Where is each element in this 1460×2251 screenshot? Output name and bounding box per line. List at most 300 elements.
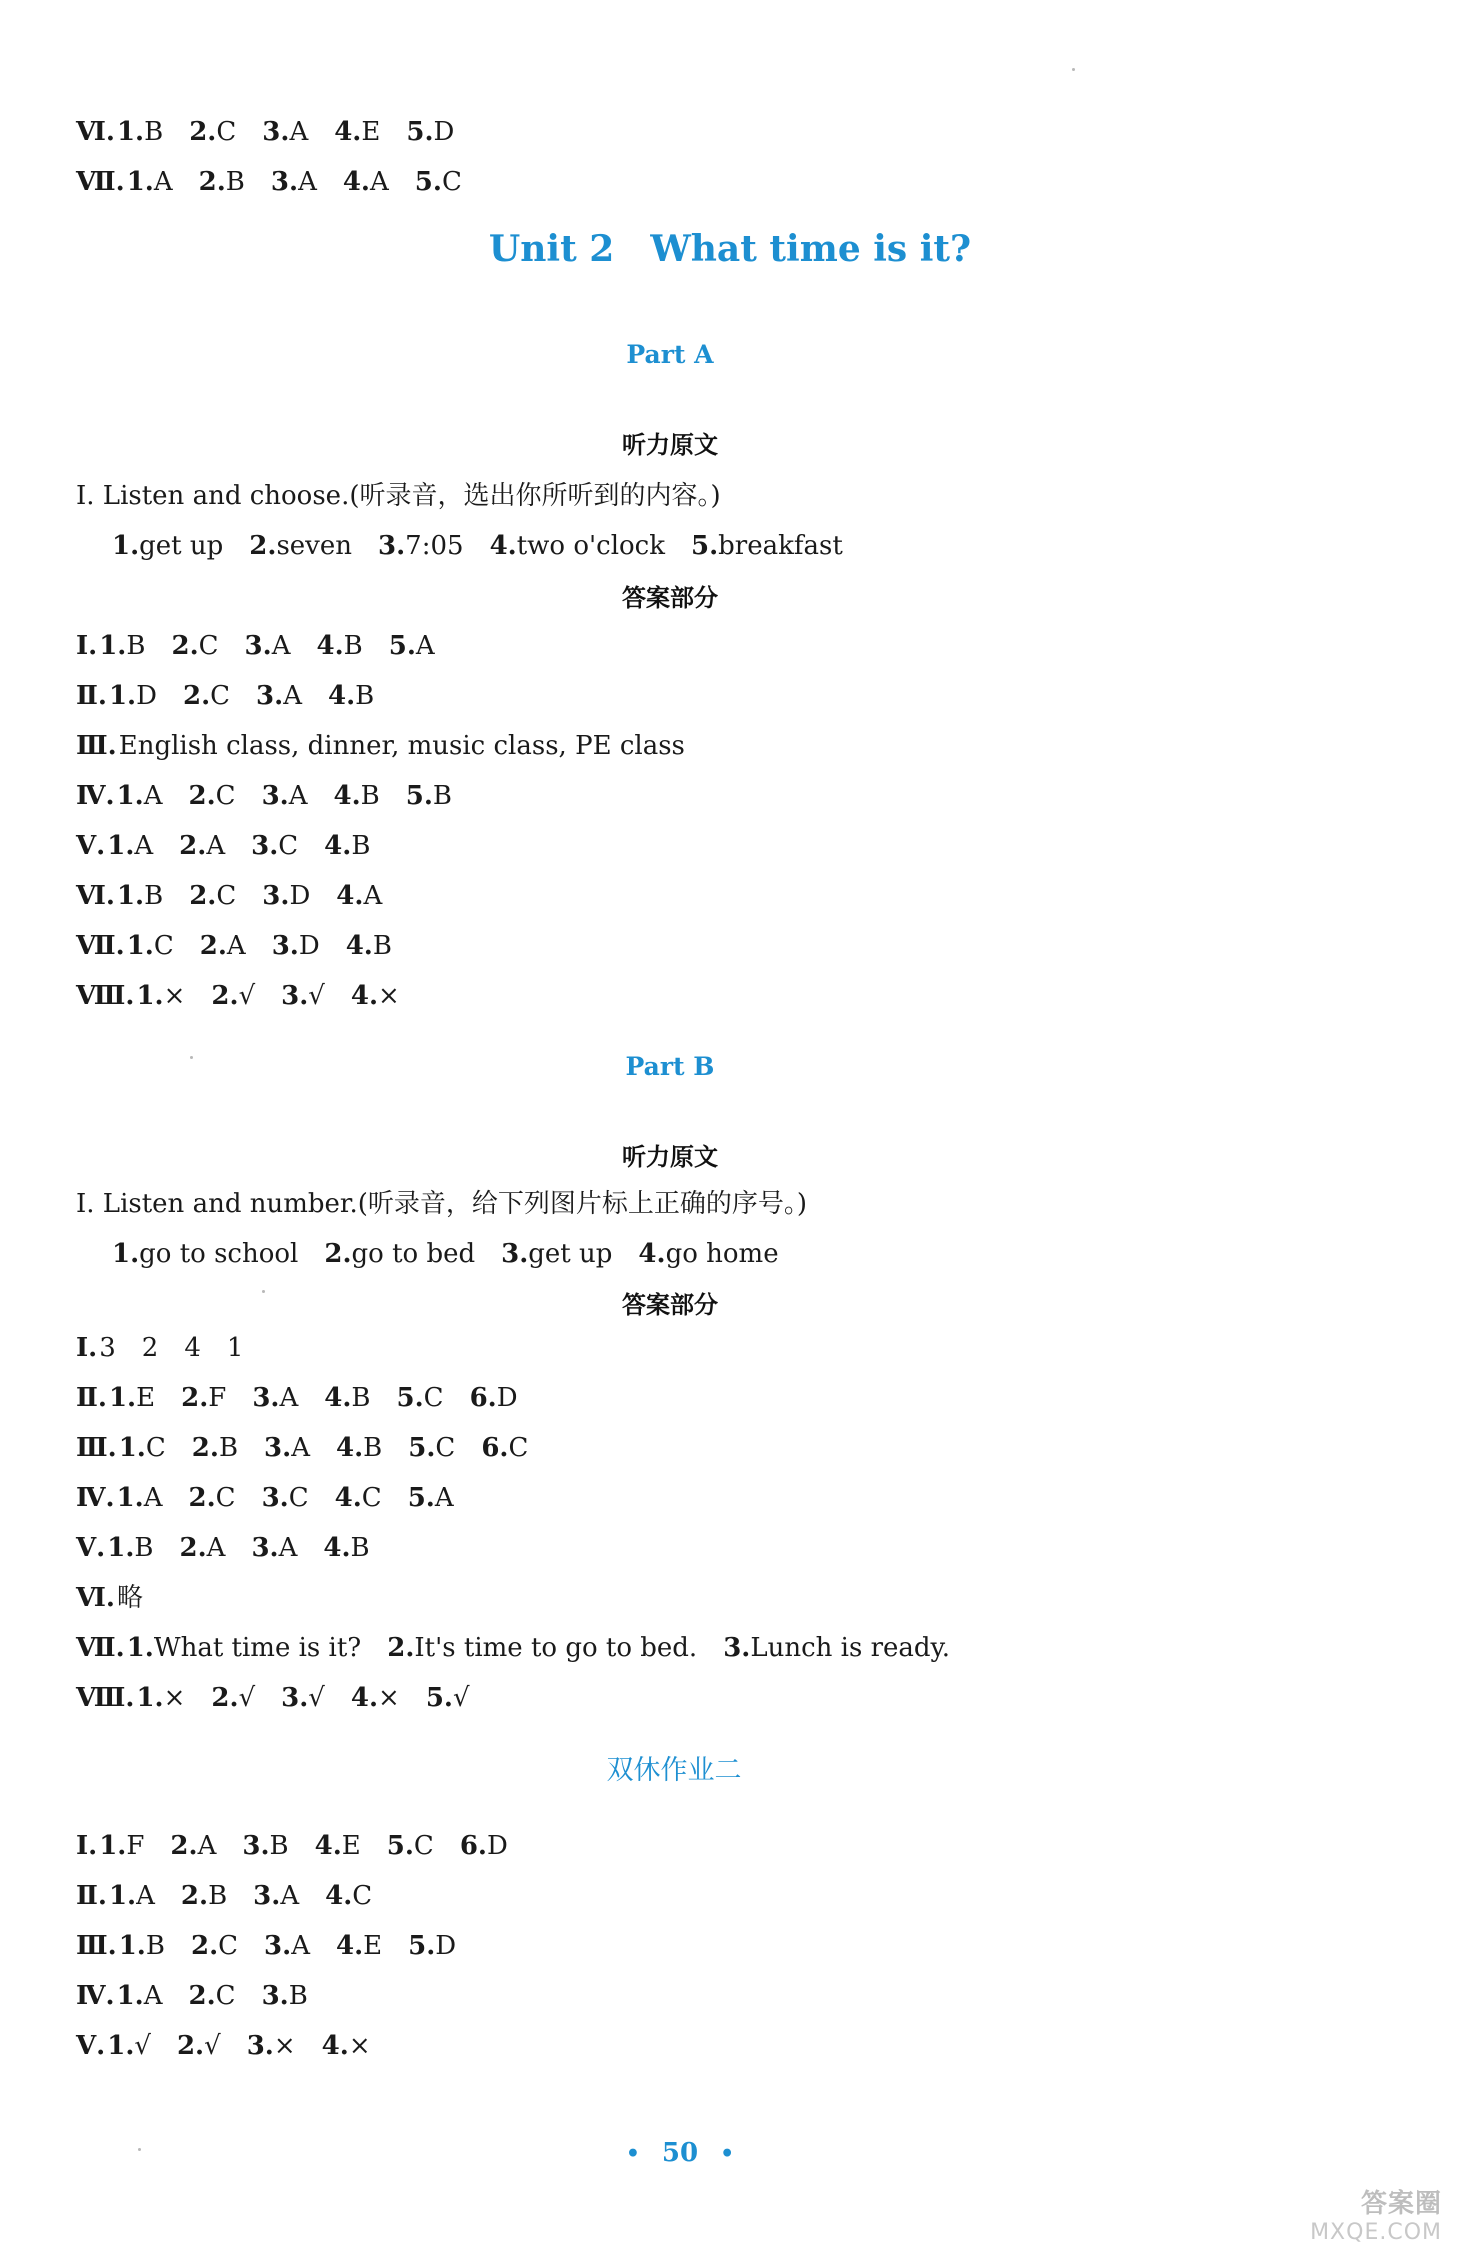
item-value: √ (204, 2031, 221, 2061)
answer-item (242, 1831, 288, 1861)
answer-item (200, 931, 246, 961)
item-value: A (288, 781, 308, 811)
item-value: C (215, 1981, 236, 2011)
answer-item (142, 1333, 159, 1363)
answer-item (408, 1433, 455, 1463)
answer-item (107, 1533, 153, 1563)
item-value: D (435, 1931, 457, 1961)
answer-item (211, 981, 255, 1011)
answer-item (408, 1931, 456, 1961)
scan-speck (1072, 68, 1075, 71)
item-value: A (136, 1881, 155, 1911)
item-value: B (218, 1433, 239, 1463)
item-number: 2. (180, 1881, 209, 1911)
item-value: B (350, 1533, 370, 1563)
item-value: B (126, 631, 146, 661)
item-value: B (355, 681, 375, 711)
item-value: E (363, 1931, 383, 1961)
answer-item (227, 1333, 244, 1363)
answer-item (316, 631, 362, 661)
item-number: 3. (271, 931, 299, 961)
item-number: 3. (262, 881, 290, 911)
answer-item (408, 1483, 454, 1513)
answer-item (325, 1881, 372, 1911)
answer-item (109, 681, 157, 711)
item-number: 3. (256, 681, 284, 711)
item-number: 4. (324, 1383, 352, 1413)
item-value: C (216, 117, 237, 147)
item-number: 2. (190, 1931, 219, 1961)
answer-row (76, 2028, 397, 2064)
item-value: × (163, 1683, 186, 1713)
answer-item (460, 1831, 508, 1861)
item-value: D (496, 1383, 518, 1413)
item-value: A (134, 831, 154, 861)
answer-item (245, 631, 291, 661)
item-value: A (206, 831, 226, 861)
answer-row (76, 928, 418, 964)
answer-item (119, 1931, 165, 1961)
answer-item (256, 681, 302, 711)
answer-item (189, 117, 236, 147)
item-value: 2 (141, 1333, 159, 1363)
part-b-answers-head: 答案部分 (622, 1291, 718, 1319)
page-dot-right: • (720, 2141, 735, 2167)
unit-title (0, 228, 1460, 270)
item-value: C (198, 631, 219, 661)
item-value: × (273, 2031, 296, 2061)
item-number: 2. (249, 531, 277, 561)
answer-item (170, 1831, 216, 1861)
item-value: C (215, 781, 236, 811)
item-number: 4. (327, 681, 356, 711)
answer-row (76, 1928, 482, 1964)
item-value: go to school (139, 1239, 299, 1269)
item-number: 2. (189, 881, 217, 911)
answer-item (281, 981, 325, 1011)
roman-numeral: Ⅴ. (76, 2031, 106, 2061)
answer-item (324, 831, 370, 861)
answer-item (415, 167, 462, 197)
item-number: 3. (261, 1483, 289, 1513)
roman-numeral: Ⅱ. (76, 1881, 107, 1911)
item-value: It's time to go to bed. (414, 1633, 698, 1663)
item-number: 2. (170, 1831, 198, 1861)
item-number: 3. (262, 117, 290, 147)
item-value: F (126, 1831, 145, 1861)
answer-item (351, 981, 400, 1011)
answer-item (334, 781, 380, 811)
item-number: 5. (405, 781, 433, 811)
answer-item (335, 1483, 382, 1513)
answer-row (76, 778, 478, 814)
roman-numeral: Ⅵ. (76, 117, 115, 147)
item-value: √ (238, 981, 256, 1011)
item-value: × (378, 1683, 400, 1713)
answer-item (181, 1881, 227, 1911)
item-number: 4. (638, 1239, 666, 1269)
answer-row (76, 628, 461, 664)
watermark (1310, 2183, 1442, 2245)
answer-item (117, 1583, 143, 1613)
part-b-listening-line: Ⅰ. Listen and number.(听录音，给下列图片标上正确的序号。) (76, 1189, 808, 1219)
answer-row (76, 828, 396, 864)
answer-item (315, 1831, 361, 1861)
item-number: 3. (270, 167, 299, 197)
item-value: B (372, 931, 392, 961)
roman-numeral: Ⅰ. (76, 631, 98, 661)
answer-item (211, 1683, 255, 1713)
answer-row (76, 1680, 496, 1716)
answer-item (177, 2031, 221, 2061)
item-number: 4. (334, 1483, 362, 1513)
answer-item (389, 631, 435, 661)
answer-item (322, 2031, 371, 2061)
answer-item (328, 681, 374, 711)
item-value: A (226, 931, 246, 961)
scan-speck (190, 1056, 193, 1059)
item-number: 5. (386, 1831, 414, 1861)
answer-item (99, 1333, 116, 1363)
answer-item (262, 1981, 308, 2011)
item-value: C (216, 881, 237, 911)
item-value: English class, dinner, music class, PE class (118, 731, 685, 761)
answer-item (272, 931, 320, 961)
item-number: 1. (118, 1433, 146, 1463)
item-number: 2. (179, 1533, 207, 1563)
part-b-title: Part B (625, 1052, 715, 1081)
item-number: 1. (99, 1831, 127, 1861)
answer-row (76, 1978, 334, 2014)
answer-item (426, 1683, 470, 1713)
item-number: 5. (408, 1931, 436, 1961)
answer-item (262, 117, 308, 147)
answer-item (107, 2031, 151, 2061)
item-number: 4. (336, 881, 364, 911)
item-value: B (432, 781, 453, 811)
answer-item (117, 881, 163, 911)
answer-item (127, 167, 173, 197)
item-number: 1. (108, 1881, 137, 1911)
roman-numeral: Ⅳ. (76, 781, 115, 811)
item-value: C (210, 681, 231, 711)
roman-numeral: Ⅲ. (76, 1931, 117, 1961)
item-value: C (288, 1483, 309, 1513)
answer-item (397, 1383, 444, 1413)
answer-item (723, 1633, 950, 1663)
roman-numeral: Ⅲ. (76, 1433, 117, 1463)
item-value: A (271, 631, 291, 661)
item-value: D (486, 1831, 508, 1861)
item-number: 2. (191, 1433, 219, 1463)
item-number: 2. (188, 1483, 216, 1513)
answer-row (76, 164, 488, 200)
part-b-listening-head: 听力原文 (622, 1143, 718, 1171)
item-number: 4. (333, 781, 361, 811)
item-number: 3. (378, 531, 406, 561)
item-number: 3. (281, 981, 309, 1011)
answer-item (262, 881, 310, 911)
item-value: C (361, 1483, 382, 1513)
item-value: √ (134, 2031, 151, 2061)
answer-item (271, 167, 317, 197)
item-number: 2. (179, 831, 207, 861)
roman-numeral: Ⅲ. (76, 731, 117, 761)
item-value: C (435, 1433, 456, 1463)
item-value: A (279, 1383, 299, 1413)
answer-item (109, 1881, 155, 1911)
item-value: C (413, 1831, 434, 1861)
item-number: 1. (116, 881, 145, 911)
item-value: √ (308, 981, 325, 1011)
item-value: C (215, 1483, 236, 1513)
part-b-listening-items (112, 1236, 805, 1272)
item-number: 1. (108, 1383, 137, 1413)
item-number: 2. (188, 781, 216, 811)
roman-numeral: Ⅵ. (76, 1583, 115, 1613)
item-value: A (143, 1483, 163, 1513)
item-value: × (378, 981, 400, 1011)
item-number: 1. (99, 631, 127, 661)
item-value: go home (665, 1239, 779, 1269)
answer-item (490, 531, 665, 561)
answer-item (136, 1683, 185, 1713)
item-value: A (291, 1931, 310, 1961)
item-number: 5. (414, 167, 442, 197)
item-number: 2. (189, 117, 217, 147)
item-number: 3. (251, 1533, 279, 1563)
roman-numeral: Ⅰ. (76, 1831, 98, 1861)
item-value: B (288, 1981, 308, 2011)
roman-numeral: Ⅷ. (76, 1683, 135, 1713)
part-a-title: Part A (626, 340, 714, 369)
roman-numeral: Ⅷ. (76, 981, 135, 1011)
item-value: A (370, 167, 389, 197)
answer-item (180, 1533, 226, 1563)
item-value: A (298, 167, 317, 197)
answer-item (99, 1831, 144, 1861)
item-value: D (289, 881, 311, 911)
item-number: 1. (116, 1483, 144, 1513)
item-value: A (415, 631, 435, 661)
answer-item (99, 631, 145, 661)
item-value: B (351, 831, 371, 861)
item-value: E (341, 1831, 361, 1861)
answer-item (406, 117, 454, 147)
item-value: C (218, 1931, 239, 1961)
item-value: A (283, 681, 302, 711)
item-value: A (363, 881, 383, 911)
page-number (0, 2138, 1360, 2168)
part-a-listening-head: 听力原文 (622, 431, 718, 459)
item-number: 3. (246, 2031, 274, 2061)
item-number: 1. (126, 931, 154, 961)
item-number: 1. (108, 681, 137, 711)
item-number: 4. (325, 1881, 353, 1911)
item-number: 3. (281, 1683, 309, 1713)
item-value: seven (276, 531, 353, 561)
item-value: B (343, 631, 363, 661)
answer-item (117, 781, 163, 811)
item-number: 1. (112, 531, 140, 561)
item-value: 7:05 (405, 531, 464, 561)
scan-speck (262, 1290, 265, 1293)
roman-numeral: Ⅵ. (76, 881, 115, 911)
item-number: 4. (324, 831, 352, 861)
roman-numeral: Ⅰ. (76, 1333, 98, 1363)
item-value: B (134, 1533, 154, 1563)
item-value: E (136, 1383, 156, 1413)
answer-row (76, 1580, 169, 1616)
answer-item (336, 1433, 382, 1463)
item-number: 2. (176, 2031, 205, 2061)
answer-item (387, 1831, 434, 1861)
item-value: get up (139, 531, 224, 561)
item-value: B (360, 781, 380, 811)
answer-item (336, 881, 382, 911)
answer-item (406, 781, 452, 811)
item-value: 3 (99, 1333, 116, 1363)
item-number: 3. (723, 1633, 751, 1663)
answer-item (189, 881, 236, 911)
answer-row (76, 1430, 554, 1466)
roman-numeral: Ⅱ. (76, 681, 107, 711)
item-number: 4. (489, 531, 517, 561)
item-number: 2. (387, 1633, 415, 1663)
answer-item (117, 1981, 163, 2011)
answer-item (334, 117, 380, 147)
answer-item (179, 831, 225, 861)
item-value: √ (238, 1683, 256, 1713)
roman-numeral: Ⅱ. (76, 1383, 107, 1413)
answer-item (378, 531, 464, 561)
item-number: 1. (107, 1533, 135, 1563)
roman-numeral: Ⅶ. (76, 167, 125, 197)
item-value: √ (308, 1683, 325, 1713)
item-value: C (423, 1383, 444, 1413)
answer-item (112, 1239, 298, 1269)
answer-item (136, 981, 185, 1011)
item-value: A (434, 1483, 454, 1513)
item-number: 2. (199, 931, 227, 961)
item-value: go to bed (351, 1239, 476, 1269)
unit-heading: What time is it? (650, 228, 972, 270)
answer-item (501, 1239, 612, 1269)
answer-item (183, 681, 230, 711)
answer-item (346, 931, 392, 961)
item-number: 3. (261, 1981, 289, 2011)
answer-item (119, 731, 685, 761)
item-value: B (225, 167, 245, 197)
item-number: 1. (126, 1633, 154, 1663)
answer-item (264, 1931, 310, 1961)
page-number-text: 50 (661, 2138, 699, 2168)
item-number: 1. (116, 1981, 144, 2011)
answer-item (481, 1433, 528, 1463)
item-value: C (352, 1881, 373, 1911)
item-value: B (269, 1831, 289, 1861)
item-number: 3. (244, 631, 272, 661)
answer-item (112, 531, 223, 561)
answer-item (191, 1931, 238, 1961)
item-value: √ (452, 1683, 470, 1713)
item-number: 1. (118, 1931, 146, 1961)
item-value: C (508, 1433, 529, 1463)
item-value: B (351, 1383, 371, 1413)
answer-item (638, 1239, 778, 1269)
answer-item (119, 1433, 166, 1463)
answer-item (247, 2031, 296, 2061)
item-number: 4. (323, 1533, 351, 1563)
item-number: 1. (116, 781, 144, 811)
scan-speck (138, 2148, 141, 2151)
item-number: 1. (136, 1683, 164, 1713)
answer-row (76, 1530, 396, 1566)
answer-row (76, 878, 408, 914)
answer-item (192, 1433, 238, 1463)
answer-item (249, 531, 352, 561)
item-number: 2. (181, 1383, 209, 1413)
answer-item (262, 781, 308, 811)
answer-item (470, 1383, 518, 1413)
roman-numeral: Ⅴ. (76, 1533, 106, 1563)
item-number: 2. (324, 1239, 352, 1269)
item-value: A (143, 1981, 163, 2011)
answer-item (189, 781, 236, 811)
item-number: 3. (501, 1239, 529, 1269)
item-value: 4 (184, 1333, 201, 1363)
item-number: 5. (388, 631, 416, 661)
answer-item (387, 1633, 697, 1663)
item-number: 6. (481, 1433, 509, 1463)
item-value: B (363, 1433, 383, 1463)
item-number: 2. (211, 981, 239, 1011)
item-number: 2. (198, 167, 226, 197)
item-value: A (278, 1533, 298, 1563)
answer-item (252, 1383, 298, 1413)
answer-row (76, 1828, 534, 1864)
item-value: B (208, 1881, 228, 1911)
answer-row (76, 1878, 398, 1914)
item-value: A (153, 167, 173, 197)
item-number: 1. (107, 2031, 135, 2061)
answer-item (691, 531, 843, 561)
item-number: 3. (242, 1831, 270, 1861)
item-value: 1 (226, 1333, 244, 1363)
answer-item (117, 1483, 163, 1513)
item-number: 3. (252, 1383, 280, 1413)
item-value: B (144, 881, 164, 911)
roman-numeral: Ⅳ. (76, 1981, 115, 2011)
item-value: A (143, 781, 163, 811)
item-value: breakfast (718, 531, 843, 561)
answer-item (127, 931, 174, 961)
answer-item (181, 1383, 226, 1413)
item-number: 5. (396, 1383, 424, 1413)
item-value: E (361, 117, 381, 147)
answer-row (76, 1480, 480, 1516)
item-number: 5. (406, 117, 434, 147)
item-number: 3. (264, 1931, 292, 1961)
item-value: × (348, 2031, 371, 2061)
item-number: 3. (253, 1881, 281, 1911)
item-number: 5. (408, 1433, 436, 1463)
item-number: 4. (335, 1931, 364, 1961)
roman-numeral: Ⅶ. (76, 931, 125, 961)
item-value: get up (528, 1239, 613, 1269)
item-number: 2. (171, 631, 199, 661)
item-value: D (433, 117, 455, 147)
